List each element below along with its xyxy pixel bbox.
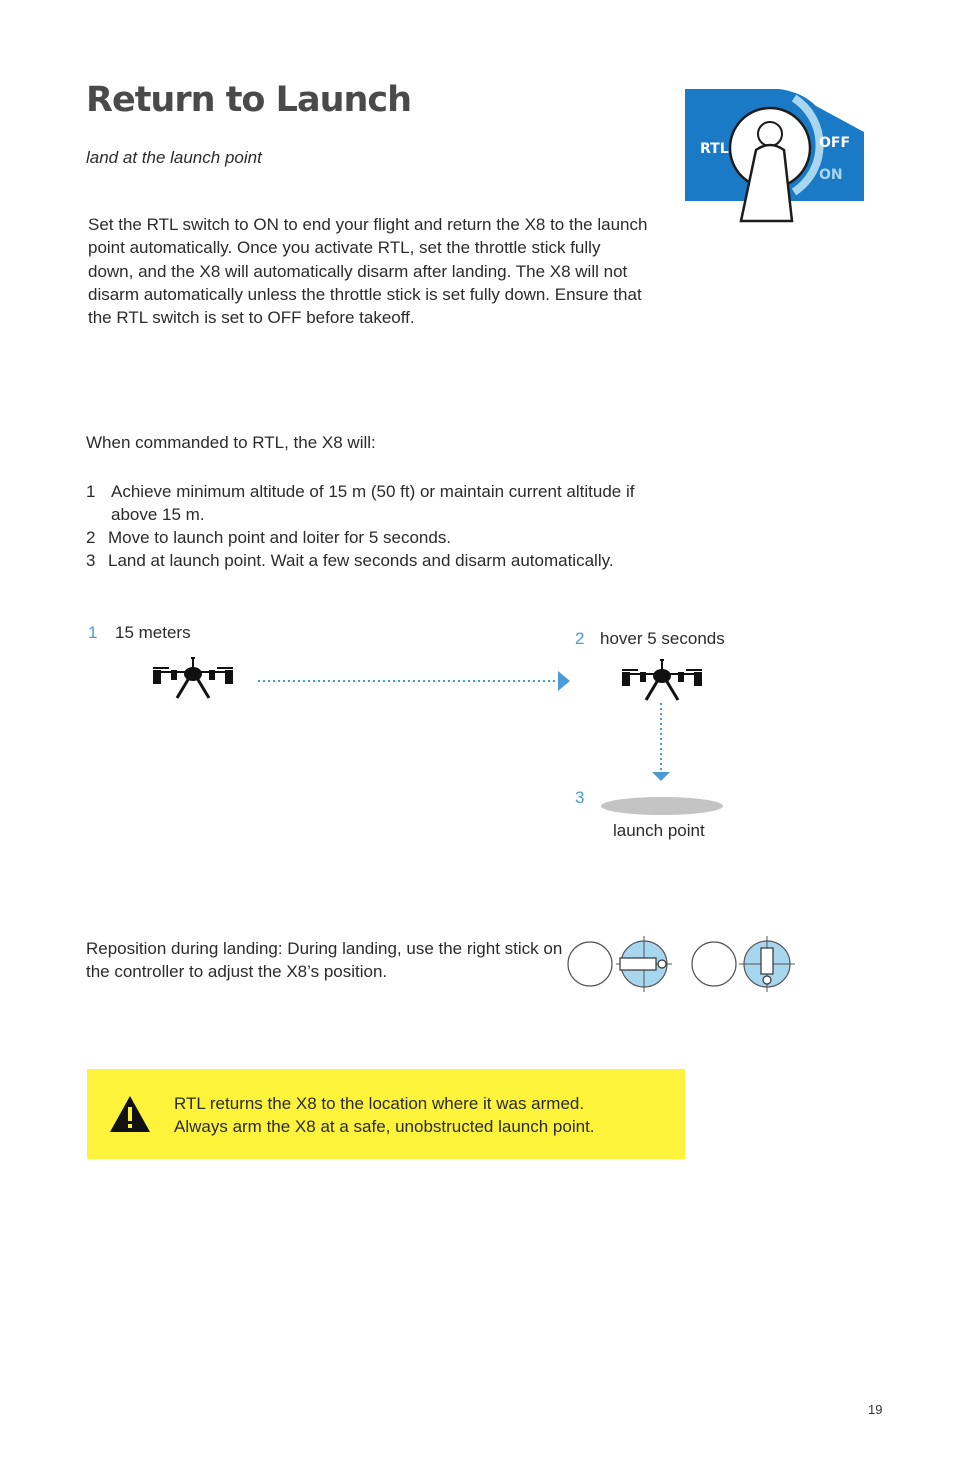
off-label: OFF	[819, 135, 851, 151]
reposition-paragraph: Reposition during landing: During landing, use the right stick on the controller to adjust the X8’s position.	[86, 939, 563, 981]
warning-line-2: Always arm the X8 at a safe, unobstructed launch point.	[174, 1117, 595, 1136]
diagram-step3-number: 3	[575, 788, 585, 807]
step-text-continued: above 15 m.	[111, 505, 205, 524]
controller-sticks-graphic	[560, 934, 800, 994]
launch-pad-icon	[601, 797, 723, 815]
page-number: 19	[868, 1402, 883, 1417]
rtl-label: RTL	[700, 141, 729, 157]
step-text: Move to launch point and loiter for 5 seconds.	[108, 528, 452, 547]
left-stick-idle-icon-2	[692, 942, 736, 986]
diagram-step1-number: 1	[88, 623, 98, 642]
right-stick-horizontal-icon	[616, 936, 672, 992]
step-text: Land at launch point. Wait a few seconds and disarm automatically.	[108, 551, 614, 570]
step-number: 1	[86, 482, 96, 501]
drone-icon-hover	[622, 660, 702, 700]
step-number: 3	[86, 551, 96, 570]
diagram-step1-label: 15 meters	[115, 623, 191, 642]
drone-icon-start	[153, 658, 233, 698]
warning-triangle-icon	[108, 1094, 152, 1134]
arrow-down-icon	[652, 772, 670, 781]
diagram-step2-number: 2	[575, 629, 585, 648]
diagram-step2-label: hover 5 seconds	[600, 629, 725, 648]
left-stick-idle-icon	[568, 942, 612, 986]
intro-paragraph: Set the RTL switch to ON to end your flight and return the X8 to the launch point automatically. Once you activate RTL, set the throttle stick fully down, and the X8 will automatically disarm after landing. The X8 will not disarm automatically unless the throttle stick is set fully down. Ensure that the RTL switch is set to OFF before takeoff.	[88, 215, 648, 328]
rtl-lead-text: When commanded to RTL, the X8 will:	[86, 433, 376, 452]
step-number: 2	[86, 528, 96, 547]
on-label: ON	[819, 167, 843, 183]
warning-text	[174, 1092, 595, 1138]
diagram-step3-label: launch point	[613, 821, 705, 840]
page-subtitle: land at the launch point	[86, 148, 262, 167]
arrow-right-icon	[558, 671, 570, 691]
step-text: Achieve minimum altitude of 15 m (50 ft) or maintain current altitude if	[111, 482, 635, 501]
warning-line-1: RTL returns the X8 to the location where it was armed.	[174, 1094, 585, 1113]
right-stick-vertical-icon	[739, 936, 795, 992]
page-title: Return to Launch	[86, 80, 412, 120]
